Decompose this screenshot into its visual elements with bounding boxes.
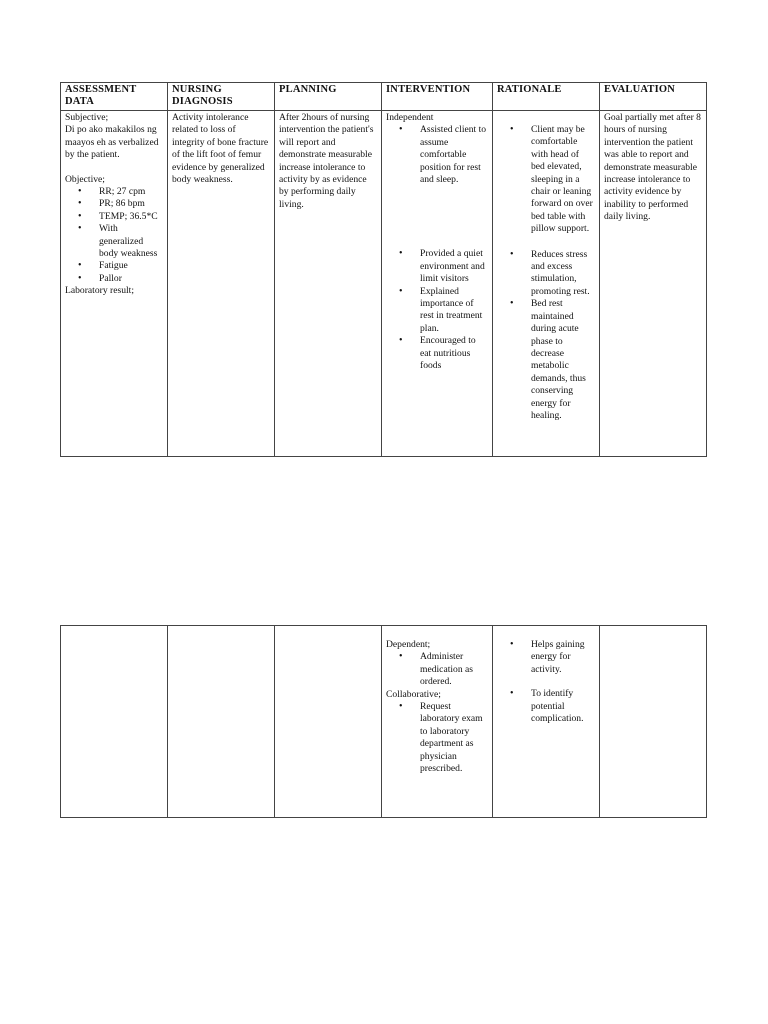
header-planning: PLANNING [275,83,382,111]
lab-label: Laboratory result; [65,285,134,297]
diagnosis-cell [168,111,275,457]
rationale-list [497,639,595,676]
list-item: • Client may be comfortable with head of bed elevated, sleeping in a chair or leaning forward on over bed table with pillow support. [531,124,595,236]
list-item: • Pallor [99,273,163,285]
list-item: • Provided a quiet environment and limit visitors [420,248,488,285]
intervention-cell [382,626,493,818]
table-row [61,626,707,818]
objective-label: Objective; [65,173,105,185]
independent-list [386,124,488,186]
planning-cell [275,626,382,818]
planning-cell [275,111,382,457]
objective-list [65,186,163,285]
diagnosis-cell [168,626,275,818]
subjective-label: Subjective; [65,112,109,123]
table-header-row [61,83,707,111]
list-item: • TEMP; 36.5*C [99,211,163,223]
subjective-text: Di po ako makakilos ng maayos eh as verbalized by the patient. [65,124,159,161]
header-intervention: INTERVENTION [382,83,493,111]
table-row [61,111,707,457]
planning-text: After 2hours of nursing intervention the patient's will report and demonstrate measurable increase intolerance to activity by as evidence by performing daily living. [279,112,374,210]
list-item: • Explained importance of rest in treatment plan. [420,286,488,336]
header-evaluation: EVALUATION [600,83,707,111]
rationale-cell [493,111,600,457]
list-item: • RR; 27 cpm [99,186,163,198]
dependent-label: Dependent; [386,639,431,650]
care-plan-table-page-2 [60,625,707,818]
list-item: • Helps gaining energy for activity. [531,639,595,676]
evaluation-cell [600,626,707,818]
independent-label: Independent [386,112,434,123]
header-assessment-data: ASSESSMENT DATA [61,83,168,111]
list-item: • Assisted client to assume comfortable position for rest and sleep. [420,124,488,186]
collaborative-label: Collaborative; [386,688,441,700]
list-item: • With generalized body weakness [99,223,163,260]
list-item: • Encouraged to eat nutritious foods [420,335,488,372]
rationale-list-continued [497,249,595,423]
assessment-cell [61,111,168,457]
list-item: • To identify potential complication. [531,688,595,725]
assessment-cell [61,626,168,818]
list-item: • PR; 86 bpm [99,198,163,210]
list-item: • Reduces stress and excess stimulation, promoting rest. [531,249,595,299]
evaluation-cell [600,111,707,457]
collaborative-list [386,701,488,775]
rationale-list-continued [497,688,595,725]
dependent-list [386,651,488,688]
rationale-list [497,124,595,236]
list-item: • Request laboratory exam to laboratory department as physician prescribed. [420,701,488,775]
intervention-cell [382,111,493,457]
rationale-cell [493,626,600,818]
list-item: • Administer medication as ordered. [420,651,488,688]
list-item: • Fatigue [99,260,163,272]
evaluation-text: Goal partially met after 8 hours of nursing intervention the patient was able to report and demonstrate measurable increase intolerance to activity evidence by inability to performed daily living. [604,112,701,223]
list-item: • Bed rest maintained during acute phase to decrease metabolic demands, thus conserving energy for healing. [531,298,595,422]
care-plan-table-page-1 [60,82,707,457]
diagnosis-text: Activity intolerance related to loss of integrity of bone fracture of the lift foot of femur evidence by generalized body weakness. [172,112,269,186]
header-rationale: RATIONALE [493,83,600,111]
header-nursing-diagnosis: NURSING DIAGNOSIS [168,83,275,111]
independent-list-continued [386,248,488,372]
